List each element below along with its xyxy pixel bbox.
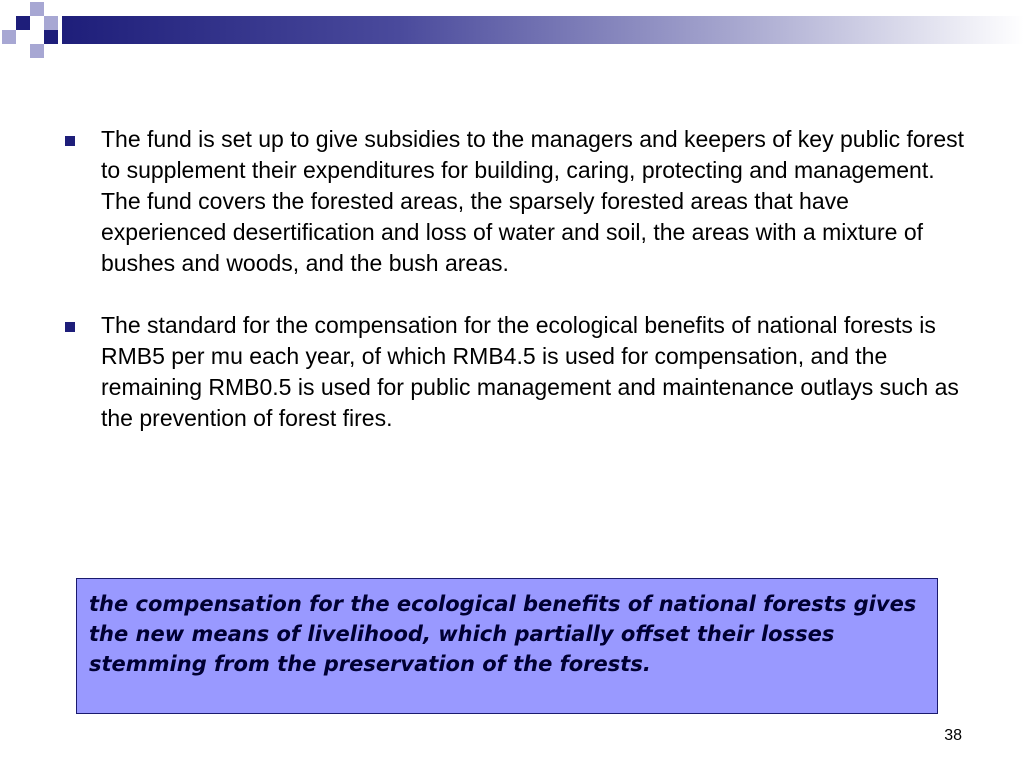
bullet-item xyxy=(62,310,972,434)
bullet-text: The standard for the compensation for the ecological benefits of national forests is RMB5 per mu each year, of which RMB4.5 is used for compensation, and the remaining RMB0.5 is used for public management and maintenance outlays such as the prevention of forest fires. xyxy=(101,312,959,431)
bullet-list xyxy=(62,124,972,465)
page-number: 38 xyxy=(944,727,962,744)
callout-box xyxy=(76,578,938,714)
header-decoration-square xyxy=(2,30,16,44)
square-bullet-icon xyxy=(65,136,75,146)
bullet-item xyxy=(62,124,972,279)
header-decoration-square xyxy=(44,30,58,44)
header-decoration-square xyxy=(30,2,44,16)
header-decoration-square xyxy=(30,44,44,58)
header-decoration-square xyxy=(16,16,30,30)
square-bullet-icon xyxy=(65,322,75,332)
bullet-text: The fund is set up to give subsidies to the managers and keepers of key public forest to supplement their expenditures for building, caring, protecting and management. The fund covers the forested areas, the sparsely forested areas that have experienced desertification and loss of water and soil, the areas with a mixture of bushes and woods, and the bush areas. xyxy=(101,126,964,276)
header-gradient-bar xyxy=(62,16,1024,44)
header-decoration-square xyxy=(44,16,58,30)
callout-text: the compensation for the ecological benefits of national forests gives the new means of livelihood, which partially offset their losses stemming from the preservation of the forests. xyxy=(89,592,917,676)
